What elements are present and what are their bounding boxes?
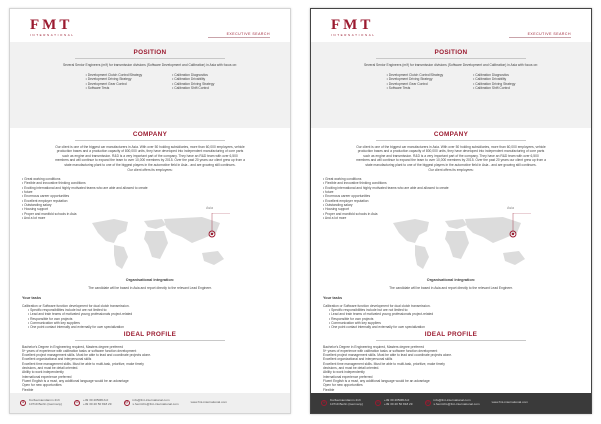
- tasks-intro: Calibration or Software function development for dual clutch transmission.: [323, 304, 431, 308]
- company-text-line: Our client offers its employees:: [127, 167, 173, 172]
- list-item: • Enormous career opportunities: [22, 194, 278, 198]
- map-label: Asia: [206, 206, 213, 210]
- list-item: • Calibration Driving Strategy: [172, 82, 214, 86]
- list-item: • Excellent employer reputation: [323, 199, 579, 203]
- profile-list: [323, 345, 579, 392]
- list-item: • Calibration Diagnostics: [172, 73, 214, 77]
- tasks-title: Your tasks: [323, 296, 343, 300]
- list-item: • Excellent employer reputation: [22, 199, 278, 203]
- profile-list: [22, 345, 278, 392]
- company-text-line: members and will continue to expand the team to over 10,000 members by 2015. Over the past 20 years our client grew up from a: [356, 158, 546, 163]
- address-line: Kurfuerstendamm 213: [330, 398, 361, 403]
- list-item: Flexible: [323, 387, 335, 392]
- company-text-line: Our client is one of the biggest car manufacturers in Asia. With over 50 holding subsidiaries, more than 60,000 employees, vehicle: [55, 144, 245, 149]
- list-item: Excellent organizational and interpersonal skills: [323, 357, 393, 362]
- footer-phone: [74, 399, 111, 407]
- list-item: • Development Clutch Control/Strategy: [387, 73, 444, 77]
- list-item: 5+ years of experience with calibration tasks or software function development: [323, 348, 438, 353]
- list-item: • Housing support: [323, 207, 579, 211]
- list-item: • Lead and train teams of motivated young professionals project-related: [329, 312, 433, 316]
- list-item: • One point contact internally and externally for own specialization: [28, 325, 132, 329]
- footer-email: [124, 399, 179, 407]
- focus-list-left: [86, 73, 143, 90]
- list-item: • Development Driving Strategy: [86, 77, 143, 81]
- list-item: • Calibration Driving Strategy: [473, 82, 515, 86]
- list-item: • future: [22, 190, 278, 194]
- tasks-list: [329, 308, 433, 329]
- position-title: POSITION: [434, 49, 468, 56]
- address-line: 10719 Berlin (Germany): [29, 402, 63, 406]
- list-item: • Software Tests: [387, 86, 444, 90]
- list-item: Bachelor's Degree in Engineering required, Masters degree preferred: [22, 344, 124, 349]
- list-item: • Flexible and innovative thinking conditions: [22, 181, 278, 185]
- phone-line: +49 30 40 50 818 29: [83, 402, 112, 406]
- address-line: Kurfuerstendamm 213: [29, 398, 60, 403]
- list-item: Fluent English is a must, any additional language would be an advantage: [22, 378, 129, 383]
- tasks-intro: Calibration or Software function development for dual clutch transmission.: [22, 304, 130, 308]
- focus-list-left: [387, 73, 444, 90]
- list-item: • Enormous career opportunities: [323, 194, 579, 198]
- page-footer: [10, 393, 290, 413]
- list-item: • Development Gear Control: [86, 82, 143, 86]
- email-link[interactable]: info@fmt-international.com: [433, 398, 471, 403]
- list-item: • Calibration Diagnostics: [473, 73, 515, 77]
- list-item: • Proper and manifold schools in Asia: [22, 212, 278, 216]
- footer-email: [425, 399, 480, 407]
- profile-title: IDEAL PROFILE: [424, 331, 478, 338]
- phone-line: +49 30 4050813-0: [384, 398, 410, 403]
- world-map-icon: [84, 213, 234, 273]
- company-text-line: members and will continue to expand the team to over 10,000 members by 2015. Over the past 20 years our client grew up from a: [55, 158, 245, 163]
- list-item: • Development Clutch Control/Strategy: [86, 73, 143, 77]
- list-item: • Development Driving Strategy: [387, 77, 444, 81]
- list-item: • Housing support: [22, 207, 278, 211]
- list-item: • And a lot more: [323, 216, 579, 220]
- company-text-line: production bases and a production capacity of 800,000 units, they have developed into independent manufacturing of core parts: [357, 149, 545, 154]
- title-rule: [376, 140, 526, 141]
- title-rule: [75, 58, 225, 59]
- focus-list-right: [172, 73, 214, 90]
- email-icon: @: [425, 400, 430, 405]
- email-link[interactable]: s.henrichs@fmt-international.com: [433, 402, 480, 406]
- title-rule: [75, 140, 225, 141]
- company-title: COMPANY: [433, 131, 469, 138]
- tasks-title: Your tasks: [22, 296, 42, 300]
- list-item: • Responsible for own projects: [28, 317, 132, 321]
- list-item: • Outstanding salary: [22, 203, 278, 207]
- org-integration-title: Organisational integration:: [125, 278, 175, 282]
- list-item: International experience preferred: [323, 374, 373, 379]
- company-text: [22, 145, 278, 173]
- list-item: decisions, and must be detail oriented.: [22, 366, 79, 371]
- list-item: Excellent time management skills. Must be able to multi-task, prioritize, make timely: [22, 361, 144, 366]
- list-item: • Calibration Shift Control: [473, 86, 515, 90]
- company-text-line: such as engine and transmission. R&D is a very important part of the company. They have an R&D team with over 6,500: [363, 153, 539, 158]
- list-item: Ability to work independently: [323, 370, 365, 375]
- company-text-line: production bases and a production capacity of 800,000 units, they have developed into independent manufacturing of core parts: [56, 149, 244, 154]
- company-text-line: state manufacturing plant to one of the biggest players in the automotive field in Asia - and are growing still continues.: [365, 162, 537, 167]
- list-item: Excellent project management skills. Must be able to lead and coordinate projects alone.: [323, 353, 453, 358]
- phone-line: +49 30 4050813-0: [83, 398, 109, 403]
- list-item: • Development Gear Control: [387, 82, 444, 86]
- address-line: 10719 Berlin (Germany): [330, 402, 364, 406]
- position-section: [10, 42, 290, 128]
- company-section: [311, 128, 591, 328]
- phone-icon: ☏: [74, 400, 80, 405]
- world-map: [84, 213, 234, 273]
- list-item: • Great working conditions: [323, 177, 579, 181]
- company-text-line: Our client is one of the biggest car manufacturers in Asia. With over 50 holding subsidiaries, more than 60,000 employees, vehicle: [356, 144, 546, 149]
- website-link[interactable]: www.fmt-international.com: [190, 400, 227, 405]
- company-text: [323, 145, 579, 173]
- list-item: Excellent organizational and interpersonal skills: [22, 357, 92, 362]
- list-item: • Responsible for own projects: [329, 317, 433, 321]
- tagline: EXECUTIVE SEARCH: [226, 32, 270, 36]
- fmt-logo: FMT: [30, 17, 73, 33]
- list-item: • Calibration Shift Control: [172, 86, 214, 90]
- org-integration-text: The candidate will be based in Asia and report directly to the relevant Lead Engineer.: [88, 286, 212, 290]
- fmt-logo: FMT: [331, 17, 374, 33]
- title-rule: [376, 58, 526, 59]
- list-item: Ability to work independently: [22, 370, 64, 375]
- list-item: • Communication with key suppliers: [329, 321, 433, 325]
- phone-line: +49 30 40 50 818 29: [384, 402, 413, 406]
- list-item: Excellent time management skills. Must be able to multi-task, prioritize, make timely: [323, 361, 445, 366]
- logo-subtitle: INTERNATIONAL: [331, 33, 376, 37]
- map-label: Asia: [507, 206, 514, 210]
- list-item: • Exciting international and highly motivated teams who are able and allowed to create: [323, 186, 579, 190]
- company-title: COMPANY: [132, 131, 168, 138]
- list-item: • Flexible and innovative thinking conditions: [323, 181, 579, 185]
- org-integration-title: Organisational integration:: [426, 278, 476, 282]
- title-rule: [75, 340, 225, 341]
- footer-address: [321, 399, 363, 407]
- email-link[interactable]: s.henrichs@fmt-international.com: [132, 402, 179, 406]
- email-icon: @: [124, 400, 129, 405]
- phone-icon: ☏: [375, 400, 381, 405]
- list-item: • And a lot more: [22, 216, 278, 220]
- tagline-rule: [509, 37, 571, 38]
- focus-list-right: [473, 73, 515, 90]
- location-pin-icon: ●: [21, 400, 25, 405]
- profile-title: IDEAL PROFILE: [123, 331, 177, 338]
- profile-section: [10, 328, 290, 395]
- profile-section: [311, 328, 591, 395]
- list-item: • Proper and manifold schools in Asia: [323, 212, 579, 216]
- company-section: [10, 128, 290, 328]
- position-focus-columns: [22, 73, 278, 90]
- list-item: • Calibration Drivability: [172, 77, 214, 81]
- list-item: • Exciting international and highly motivated teams who are able and allowed to create: [22, 186, 278, 190]
- list-item: • future: [323, 190, 579, 194]
- tagline-rule: [208, 37, 270, 38]
- position-intro: Several Senior Engineers (m/f) for transmission divisions (Software Development and Calibration) in Asia with focus on:: [363, 62, 539, 67]
- footer-phone: [375, 399, 412, 407]
- list-item: 5+ years of experience with calibration tasks or software function development: [22, 348, 137, 353]
- page-header: [311, 9, 591, 42]
- list-item: International experience preferred: [22, 374, 72, 379]
- flyer-page-dark: [310, 8, 592, 414]
- list-item: • Communication with key suppliers: [28, 321, 132, 325]
- list-item: • One point contact internally and externally for own specialization: [329, 325, 433, 329]
- world-map-icon: [385, 213, 535, 273]
- list-item: Fluent English is a must, any additional language would be an advantage: [323, 378, 430, 383]
- list-item: Flexible: [22, 387, 34, 392]
- position-focus-columns: [323, 73, 579, 90]
- list-item: • Calibration Drivability: [473, 77, 515, 81]
- title-rule: [376, 340, 526, 341]
- position-section: [311, 42, 591, 128]
- tagline: EXECUTIVE SEARCH: [527, 32, 571, 36]
- footer-address: [20, 399, 62, 407]
- list-item: • Specific responsibilities include but are not limited to:: [28, 308, 132, 312]
- company-text-line: state manufacturing plant to one of the biggest players in the automotive field in Asia - and are growing still continues.: [64, 162, 236, 167]
- website-link[interactable]: www.fmt-international.com: [491, 400, 528, 405]
- list-item: • Specific responsibilities include but are not limited to:: [329, 308, 433, 312]
- org-integration-text: The candidate will be based in Asia and report directly to the relevant Lead Engineer.: [389, 286, 513, 290]
- company-text-line: such as engine and transmission. R&D is a very important part of the company. They have an R&D team with over 6,500: [62, 153, 238, 158]
- list-item: decisions, and must be detail oriented.: [323, 366, 380, 371]
- page-footer: [311, 393, 591, 413]
- logo-subtitle: INTERNATIONAL: [30, 33, 75, 37]
- list-item: • Outstanding salary: [323, 203, 579, 207]
- list-item: Bachelor's Degree in Engineering required, Masters degree preferred: [323, 344, 425, 349]
- list-item: Open for new opportunities: [323, 383, 363, 388]
- list-item: Open for new opportunities: [22, 383, 62, 388]
- flyer-page-light: [9, 8, 291, 414]
- location-pin-icon: ●: [322, 400, 326, 405]
- position-intro: Several Senior Engineers (m/f) for transmission divisions (Software Development and Calibration) in Asia with focus on:: [62, 62, 238, 67]
- email-link[interactable]: info@fmt-international.com: [132, 398, 170, 403]
- position-title: POSITION: [133, 49, 167, 56]
- world-map: [385, 213, 535, 273]
- list-item: Excellent project management skills. Must be able to lead and coordinate projects alone.: [22, 353, 152, 358]
- company-text-line: Our client offers its employees:: [428, 167, 474, 172]
- list-item: • Great working conditions: [22, 177, 278, 181]
- page-header: [10, 9, 290, 42]
- tasks-list: [28, 308, 132, 329]
- list-item: • Lead and train teams of motivated young professionals project-related: [28, 312, 132, 316]
- list-item: • Software Tests: [86, 86, 143, 90]
